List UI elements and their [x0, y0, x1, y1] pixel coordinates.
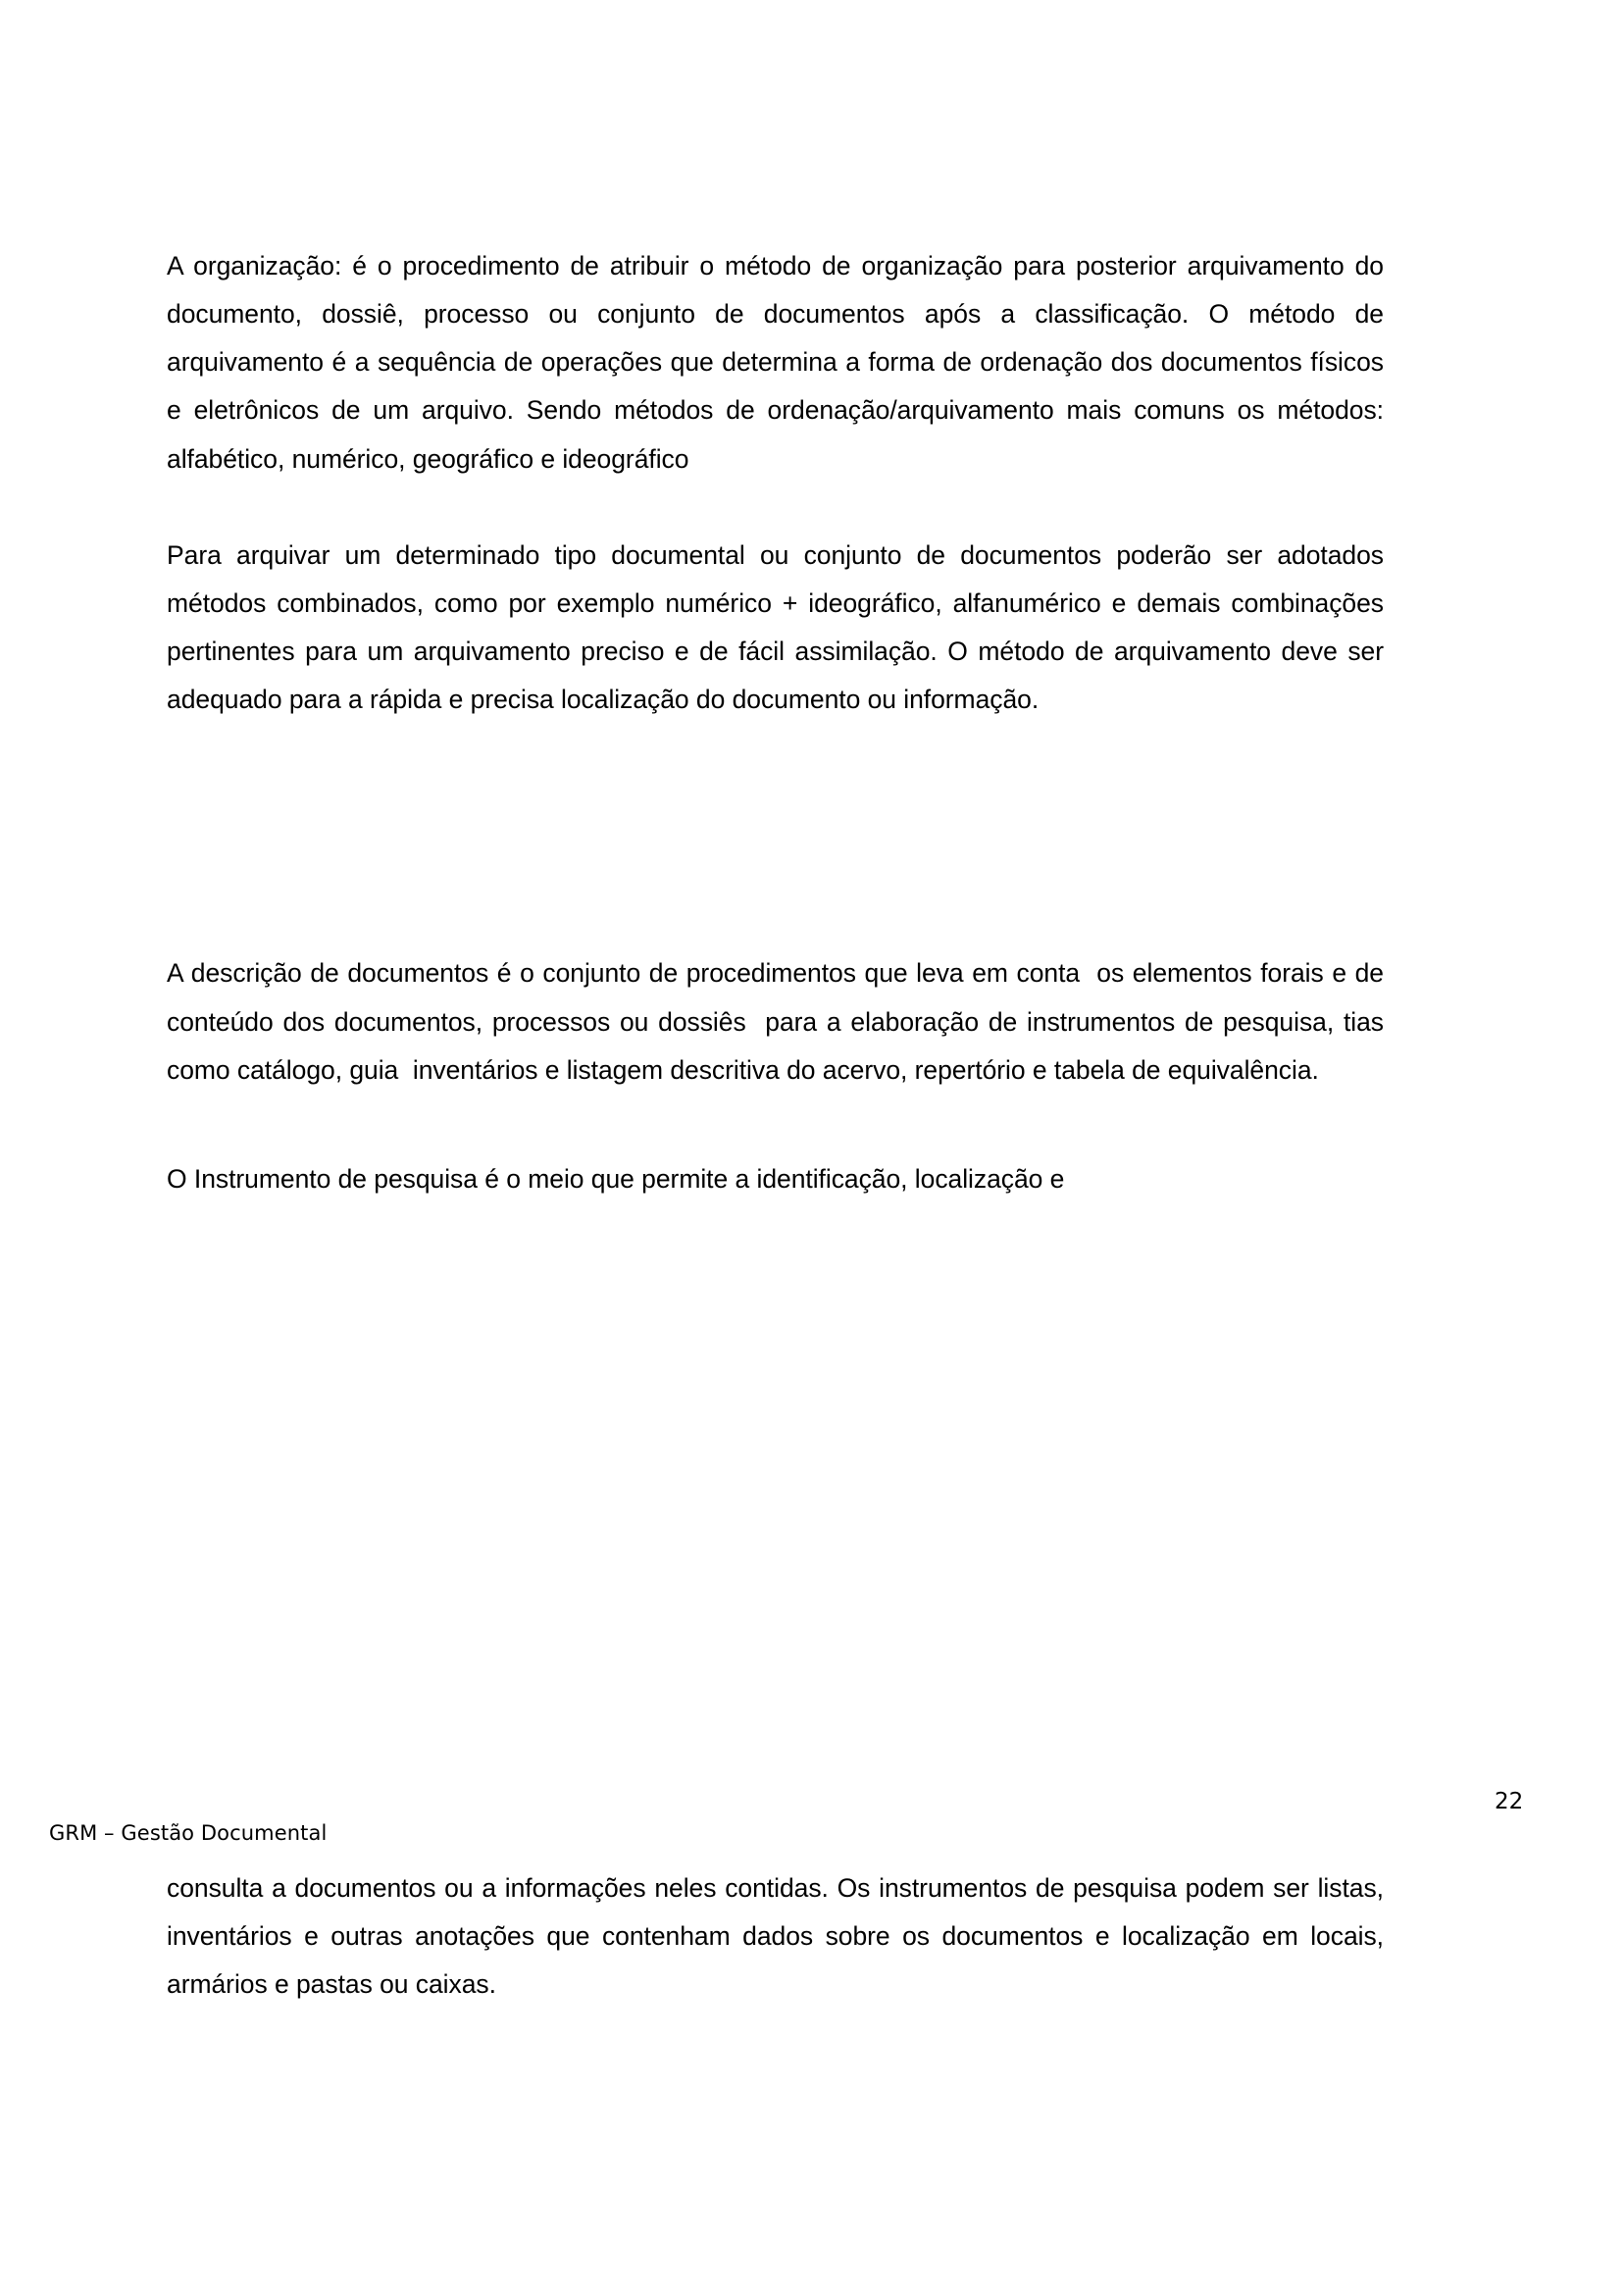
- paragraph-descricao: A descrição de documentos é o conjunto de procedimentos que leva em conta os elementos forais e de conteúdo dos documentos, processos ou dossiês para a elaboração de instrumentos de pesquisa, tias como catálogo, guia inventários e listagem descritiva do acervo, repertório e tabela de equivalência.: [167, 958, 1392, 1085]
- paragraph-organizacao: A organização: é o procedimento de atribuir o método de organização para posterior arquivamento do documento, dossiê, processo ou conjunto de documentos após a classificação. O método de arquivamento é a sequência de operações que determina a forma de ordenação dos documentos físicos e eletrônicos de um arquivo. Sendo métodos de ordenação/arquivamento mais comuns os métodos: alfabético, numérico, geográfico e ideográfico: [167, 251, 1392, 474]
- document-body-upper: [167, 242, 1392, 1203]
- paragraph-gap: [167, 1095, 1384, 1155]
- paragraph-metodos-combinados: Para arquivar um determinado tipo documental ou conjunto de documentos poderão ser adotados métodos combinados, como por exemplo numérico + ideográfico, alfanumérico e demais combinações pertinentes para um arquivamento preciso e de fácil assimilação. O método de arquivamento deve ser adequado para a rápida e precisa localização do documento ou informação.: [167, 539, 1392, 715]
- section-gap: [167, 724, 1384, 949]
- footer-note: GRM – Gestão Documental: [49, 1821, 328, 1845]
- paragraph-instrumento-intro: O Instrumento de pesquisa é o meio que permite a identificação, localização e: [167, 1163, 1065, 1194]
- paragraph-gap: [167, 484, 1384, 532]
- page-number: 22: [1495, 1789, 1524, 1814]
- document-body-lower: [167, 1864, 1392, 2009]
- paragraph-instrumento-cont: consulta a documentos ou a informações neles contidas. Os instrumentos de pesquisa podem ser listas, inventários e outras anotações que contenham dados sobre os documentos e localização em locais, armários e pastas ou caixas.: [167, 1873, 1392, 2000]
